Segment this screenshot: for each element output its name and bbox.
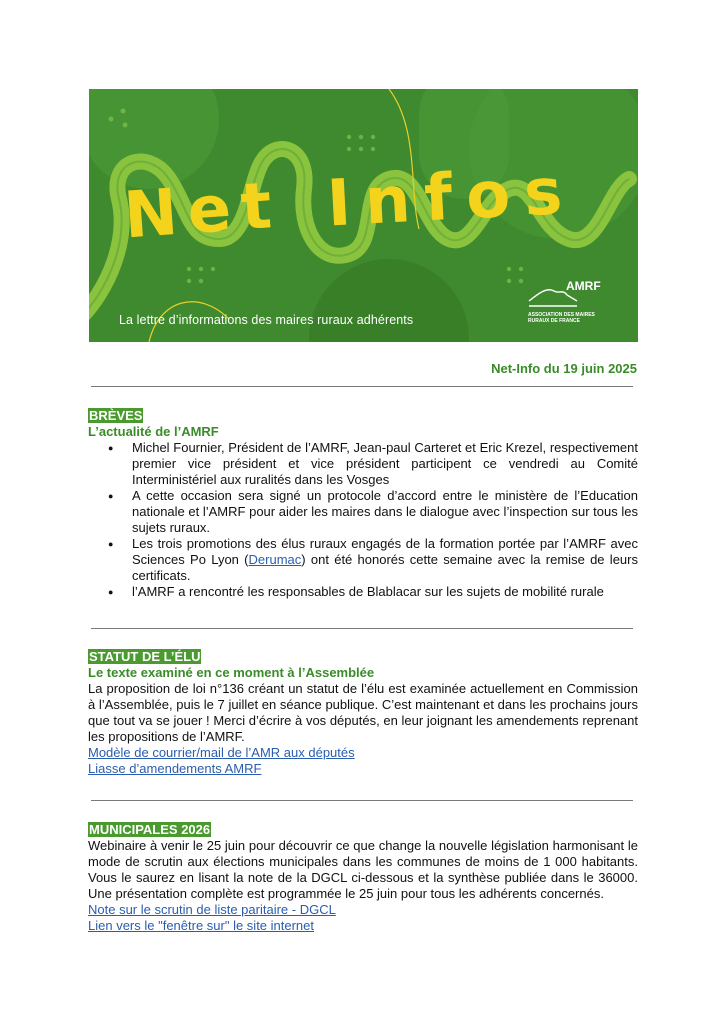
amrf-logo-subtitle-line2: RURAUX DE FRANCE: [528, 318, 580, 324]
newsletter-banner: [89, 89, 638, 342]
fenetre-sur-link[interactable]: Lien vers le "fenêtre sur" le site internet: [88, 918, 315, 933]
section-body: La proposition de loi n°136 créant un statut de l’élu est examinée actuellement en Commission à l’Assemblée, puis le 7 juillet en séance publique. C’est maintenant et dans les prochains jours que tout va se jouer ! Merci d’écrire à vos députés, en leur joignant les amendements reprenant les propositions de l’AMRF.: [88, 681, 638, 744]
courrier-model-link[interactable]: Modèle de courrier/mail de l’AMR aux députés: [88, 745, 355, 760]
divider: [91, 800, 633, 801]
amrf-logo-subtitle: [528, 312, 618, 324]
section-statut: [88, 649, 638, 777]
issue-date: Net-Info du 19 juin 2025: [491, 361, 637, 376]
banner-title-infos: Infos: [325, 154, 579, 242]
section-breves: [88, 408, 638, 600]
section-title: MUNICIPALES 2026: [89, 822, 211, 837]
section-municipales: [88, 822, 638, 934]
amendements-link[interactable]: Liasse d’amendements AMRF: [88, 761, 262, 776]
banner-tagline: La lettre d’informations des maires ruraux adhérents: [119, 313, 414, 327]
list-item: ● A cette occasion sera signé un protocole d’accord entre le ministère de l’Education nationale et l’AMRF pour aider les maires dans le dialogue avec l’inspection sur tous les sujets ruraux.: [132, 488, 638, 536]
list-item-text: ) ont été honorés cette semaine avec la remise de leurs certificats.: [132, 552, 638, 583]
list-item: [132, 536, 638, 584]
dgcl-note-link[interactable]: Note sur le scrutin de liste paritaire - DGCL: [88, 902, 336, 917]
section-title: STATUT DE L’ÉLU: [89, 649, 201, 664]
section-subtitle: L’actualité de l’AMRF: [88, 424, 219, 439]
amrf-logo-name: AMRF: [566, 279, 601, 293]
list-item: ● l’AMRF a rencontré les responsables de Blablacar sur les sujets de mobilité rurale: [132, 584, 638, 600]
divider: [91, 386, 633, 387]
breves-list: [88, 440, 638, 600]
list-item: ● Michel Fournier, Président de l’AMRF, Jean-paul Carteret et Eric Krezel, respectivement premier vice président et vice président participent ce vendredi au Comité Interministériel aux ruralités dans les Vosges: [132, 440, 638, 488]
section-body: Webinaire à venir le 25 juin pour découvrir ce que change la nouvelle législation harmonisant le mode de scrutin aux élections municipales dans les communes de moins de 1 000 habitants. Vous le saurez en lisant la note de la DGCL ci-dessous et la synthèse publiée dans le 36000. Une présentation complète est programmée le 25 juin pour tous les adhérents concernés.: [88, 838, 638, 901]
derumac-link[interactable]: Derumac: [248, 552, 302, 567]
list-item-text: Les trois promotions des élus ruraux engagés de la formation portée par l’AMRF avec Sciences Po Lyon (: [132, 536, 638, 567]
section-title: BRÈVES: [89, 408, 143, 423]
amrf-logo-subtitle-line1: ASSOCIATION DES MAIRES: [528, 312, 595, 318]
banner-title-net: Net: [121, 168, 284, 254]
section-subtitle: Le texte examiné en ce moment à l’Assemblée: [88, 665, 375, 680]
divider: [91, 628, 633, 629]
